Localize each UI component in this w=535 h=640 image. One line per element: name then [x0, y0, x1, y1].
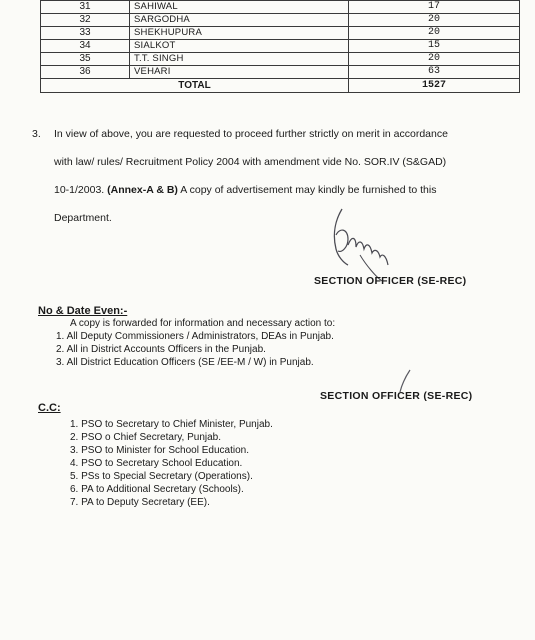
row-number: 31	[41, 1, 130, 14]
paragraph-line: with law/ rules/ Recruitment Policy 2004 with amendment vide No. SOR.IV (S&GAD)	[54, 156, 447, 168]
total-value: 1527	[349, 79, 520, 93]
list-item: 3. PSO to Minister for School Education.	[70, 445, 249, 456]
district-name: T.T. SINGH	[130, 53, 349, 66]
table-row	[41, 14, 520, 27]
paragraph-line	[32, 127, 492, 155]
total-row	[41, 79, 520, 93]
list-item: 5. PSs to Special Secretary (Operations).	[70, 471, 253, 482]
table-row	[41, 27, 520, 40]
district-table	[40, 0, 520, 93]
list-item: 1. PSO to Secretary to Chief Minister, Punjab.	[70, 419, 273, 430]
list-item: 1. All Deputy Commissioners / Administrators, DEAs in Punjab.	[56, 331, 334, 342]
signatory-title: SECTION OFFICER (SE-REC)	[320, 390, 473, 402]
paragraph-text: In view of above, you are requested to proceed further strictly on merit in accordance	[54, 128, 448, 140]
table-row	[41, 1, 520, 14]
row-number: 33	[41, 27, 130, 40]
paragraph-number: 3.	[32, 128, 41, 140]
list-item: 6. PA to Additional Secretary (Schools).	[70, 484, 244, 495]
district-count: 20	[349, 27, 520, 40]
row-number: 35	[41, 53, 130, 66]
table-row	[41, 66, 520, 79]
annex-reference: (Annex-A & B)	[107, 184, 178, 196]
table-row	[41, 40, 520, 53]
list-item: 3. All District Education Officers (SE /EE-M / W) in Punjab.	[56, 357, 314, 368]
row-number: 34	[41, 40, 130, 53]
handwritten-signature	[318, 205, 398, 285]
district-count: 63	[349, 66, 520, 79]
paragraph-3	[32, 127, 492, 239]
district-count: 20	[349, 53, 520, 66]
district-name: SIALKOT	[130, 40, 349, 53]
list-item: 7. PA to Deputy Secretary (EE).	[70, 497, 210, 508]
forwarding-note: A copy is forwarded for information and necessary action to:	[70, 318, 336, 329]
no-date-even-heading: No & Date Even:-	[38, 305, 128, 317]
paragraph-line	[32, 183, 492, 211]
signatory-title: SECTION OFFICER (SE-REC)	[314, 275, 467, 287]
district-name: SHEKHUPURA	[130, 27, 349, 40]
district-name: VEHARI	[130, 66, 349, 79]
list-item: 2. PSO o Chief Secretary, Punjab.	[70, 432, 222, 443]
reference-number: 10-1/2003.	[54, 184, 105, 196]
cc-heading: C.C:	[38, 402, 61, 414]
paragraph-line: Department.	[54, 212, 112, 224]
district-count: 17	[349, 1, 520, 14]
forwarding-list	[56, 330, 334, 369]
table-row	[41, 53, 520, 66]
row-number: 36	[41, 66, 130, 79]
district-name: SARGODHA	[130, 14, 349, 27]
row-number: 32	[41, 14, 130, 27]
district-count: 15	[349, 40, 520, 53]
total-label: TOTAL	[41, 79, 349, 93]
paragraph-text: A copy of advertisement may kindly be furnished to this	[180, 184, 437, 196]
district-name: SAHIWAL	[130, 1, 349, 14]
district-count: 20	[349, 14, 520, 27]
list-item: 2. All in District Accounts Officers in the Punjab.	[56, 344, 266, 355]
list-item: 4. PSO to Secretary School Education.	[70, 458, 243, 469]
cc-list	[70, 418, 273, 509]
